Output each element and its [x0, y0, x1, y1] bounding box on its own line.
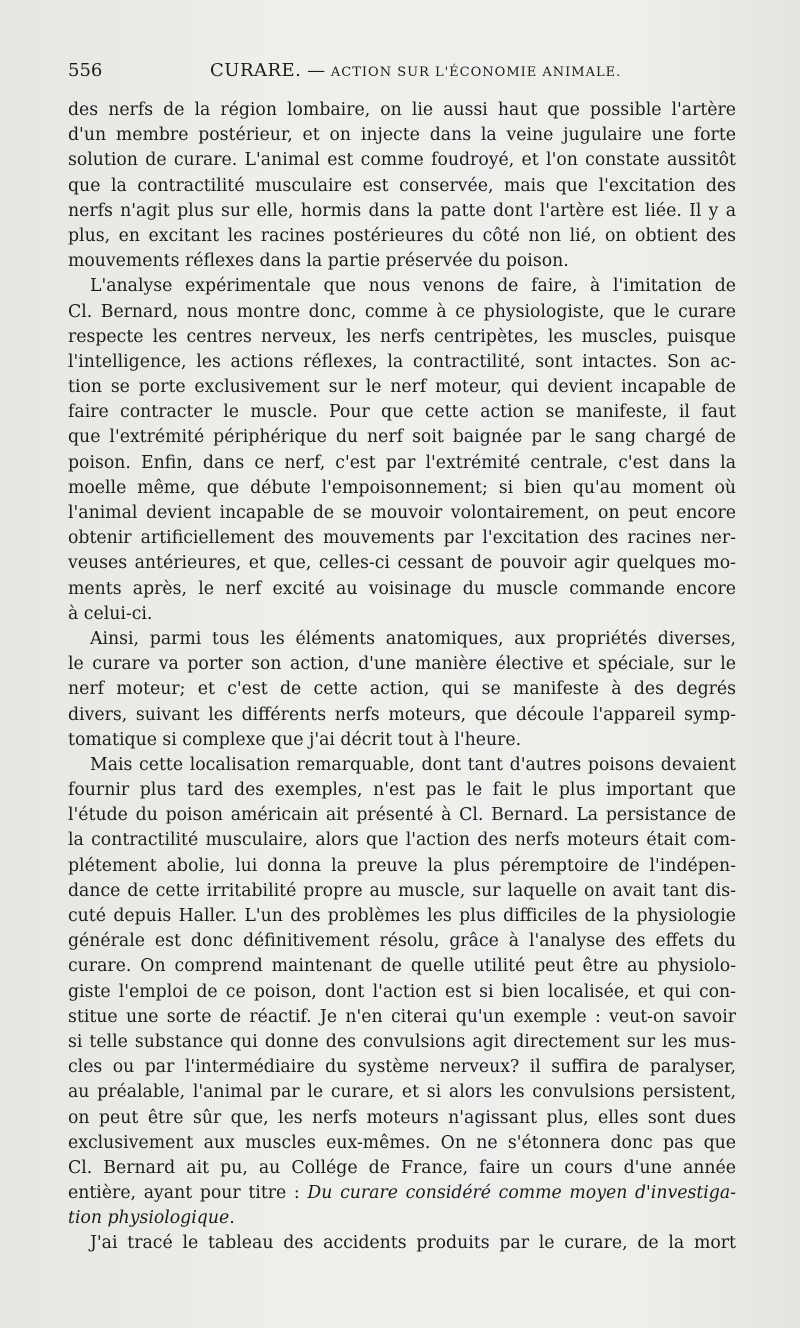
- text-line: poison. Enfin, dans ce nerf, c'est par l'extrémité centrale, c'est dans la: [68, 452, 736, 473]
- text-segment: .: [229, 1208, 235, 1229]
- text-segment: entière, ayant pour titre :: [68, 1183, 308, 1204]
- running-head: [210, 60, 621, 81]
- text-line: que l'extrémité périphérique du nerf soit baignée par le sang chargé de: [68, 427, 736, 448]
- text-line: divers, suivant les différents nerfs moteurs, que découle l'appareil symp-: [68, 704, 736, 725]
- text-line: l'intelligence, les actions réflexes, la contractilité, sont intactes. Son ac-: [68, 351, 736, 372]
- text-line: solution de curare. L'animal est comme foudroyé, et l'on constate aussitôt: [68, 150, 736, 171]
- text-line: nerf moteur; et c'est de cette action, qui se manifeste à des degrés: [68, 679, 736, 700]
- text-line: mouvements réflexes dans la partie préservée du poison.: [68, 251, 569, 272]
- text-line-italic-1: [68, 1181, 736, 1206]
- text-line: stitue une sorte de réactif. Je n'en citerai qu'un exemple : veut-on savoir: [68, 1006, 736, 1027]
- running-head-subtitle: ACTION SUR L'ÉCONOMIE ANIMALE.: [330, 65, 622, 80]
- text-line-final: J'ai tracé le tableau des accidents produits par le curare, de la mort: [90, 1233, 736, 1254]
- text-line: veuses antérieures, et que, celles-ci cessant de pouvoir agir quelques mo-: [68, 553, 736, 574]
- text-line: L'analyse expérimentale que nous venons de faire, à l'imitation de: [90, 276, 736, 297]
- text-line: cles ou par l'intermédiaire du système nerveux? il suffira de paralyser,: [68, 1057, 736, 1078]
- text-line: tomatique si complexe que j'ai décrit tout à l'heure.: [68, 729, 522, 750]
- text-line: Cl. Bernard, nous montre donc, comme à ce physiologiste, que le curare: [68, 301, 736, 322]
- text-line: Ainsi, parmi tous les éléments anatomiques, aux propriétés diverses,: [90, 628, 736, 649]
- italic-title-segment: Du curare considéré comme moyen d'investiga-: [307, 1183, 736, 1204]
- text-line: fournir plus tard des exemples, n'est pas le fait le plus important que: [68, 780, 736, 801]
- text-line: Mais cette localisation remarquable, dont tant d'autres poisons devaient: [90, 754, 736, 775]
- text-line: l'animal devient incapable de se mouvoir volontairement, on peut encore: [68, 503, 736, 523]
- text-line: Cl. Bernard ait pu, au Collége de France, faire un cours d'une année: [68, 1157, 736, 1178]
- text-line-italic-2: [68, 1206, 736, 1231]
- running-head-title: CURARE.: [210, 60, 302, 81]
- text-line: moelle même, que débute l'empoisonnement; si bien qu'au moment où: [68, 477, 736, 498]
- running-head-dash: —: [307, 60, 326, 81]
- text-line: ments après, le nerf excité au voisinage du muscle commande encore: [68, 578, 736, 599]
- text-line: à celui-ci.: [68, 603, 153, 624]
- page-header: [68, 60, 738, 88]
- text-line: on peut être sûr que, les nerfs moteurs n'agissant plus, elles sont dues: [68, 1107, 736, 1128]
- text-line: que la contractilité musculaire est conservée, mais que l'excitation des: [68, 175, 736, 196]
- text-line: respecte les centres nerveux, les nerfs centripètes, les muscles, puisque: [68, 326, 736, 347]
- text-line: obtenir artificiellement des mouvements par l'excitation des racines ner-: [68, 528, 736, 549]
- text-line: giste l'emploi de ce poison, dont l'action est si bien localisée, et qui con-: [68, 981, 736, 1002]
- text-line: cuté depuis Haller. L'un des problèmes les plus difficiles de la physiologie: [68, 906, 736, 926]
- text-line: générale est donc définitivement résolu, grâce à l'analyse des effets du: [68, 931, 736, 952]
- text-line: curare. On comprend maintenant de quelle utilité peut être au physiolo-: [68, 956, 736, 977]
- text-line: plétement abolie, lui donna la preuve la plus péremptoire de l'indépen-: [68, 855, 736, 876]
- text-line: plus, en excitant les racines postérieures du côté non lié, on obtient des: [68, 225, 736, 246]
- text-line: l'étude du poison américain ait présenté à Cl. Bernard. La persistance de: [68, 805, 736, 826]
- text-line: exclusivement aux muscles eux-mêmes. On ne s'étonnera donc pas que: [68, 1132, 736, 1153]
- text-line: des nerfs de la région lombaire, on lie aussi haut que possible l'artère: [68, 100, 736, 120]
- text-line: le curare va porter son action, d'une manière élective et spéciale, sur le: [68, 654, 736, 675]
- text-line: au préalable, l'animal par le curare, et si alors les convulsions persistent,: [68, 1082, 736, 1103]
- text-line: faire contracter le muscle. Pour que cette action se manifeste, il faut: [68, 402, 736, 423]
- text-line: la contractilité musculaire, alors que l'action des nerfs moteurs était com-: [68, 830, 736, 851]
- page-number: 556: [68, 60, 103, 81]
- text-line: dance de cette irritabilité propre au muscle, sur laquelle on avait tant dis-: [68, 880, 736, 901]
- body-text: [68, 98, 736, 1257]
- italic-title-segment: tion physiologique: [68, 1208, 230, 1229]
- text-line: d'un membre postérieur, et on injecte dans la veine jugulaire une forte: [68, 125, 736, 146]
- text-line: tion se porte exclusivement sur le nerf moteur, qui devient incapable de: [68, 377, 736, 398]
- text-line: nerfs n'agit plus sur elle, hormis dans la patte dont l'artère est liée. Il y a: [68, 200, 736, 221]
- text-line: si telle substance qui donne des convulsions agit directement sur les mus-: [68, 1031, 736, 1052]
